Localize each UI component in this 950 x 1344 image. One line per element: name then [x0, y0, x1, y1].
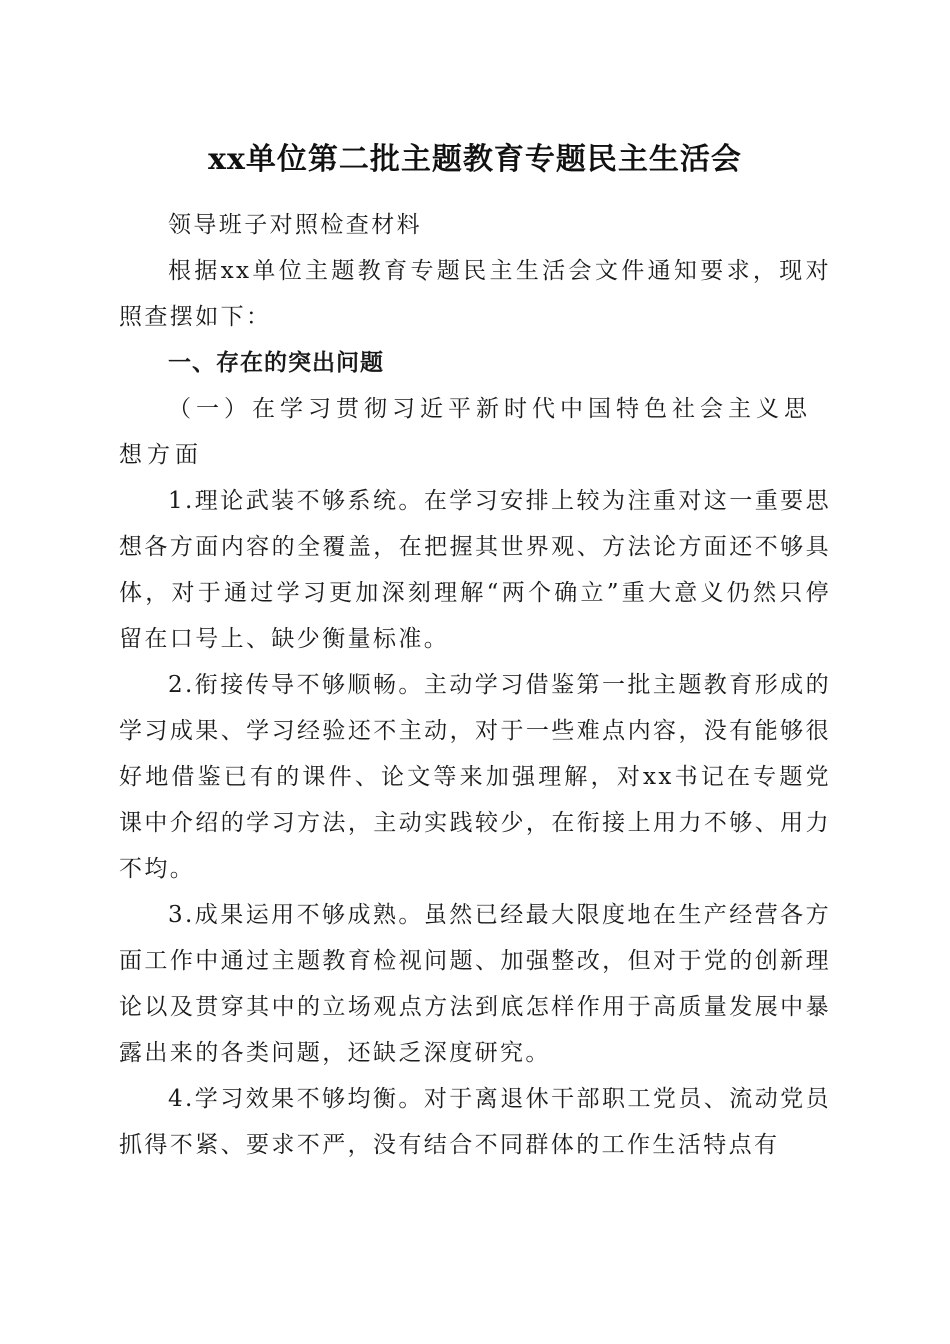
document-subtitle: 领导班子对照检查材料: [168, 212, 422, 238]
intro-paragraph: 根据xx单位主题教育专题民主生活会文件通知要求，现对照查摆如下：: [119, 258, 831, 330]
item-paragraph-3: 3.成果运用不够成熟。虽然已经最大限度地在生产经营各方面工作中通过主题教育检视问题、加强整改，但对于党的创新理论以及贯穿其中的立场观点方法到底怎样作用于高质量发展中暴露出来的各类问题，还缺乏深度研究。: [119, 902, 831, 1066]
document-title: xx单位第二批主题教育专题民主生活会: [208, 142, 742, 177]
item-paragraph-1: 1.理论武装不够系统。在学习安排上较为注重对这一重要思想各方面内容的全覆盖，在把握其世界观、方法论方面还不够具体，对于通过学习更加深刻理解“两个确立”重大意义仍然只停留在口号上、缺少衡量标准。: [119, 488, 831, 652]
subsection-heading: （一）在学习贯彻习近平新时代中国特色社会主义思想方面: [119, 396, 812, 468]
document-body: [119, 202, 831, 1168]
section-heading: 一、存在的突出问题: [168, 350, 384, 376]
item-paragraph-4: 4.学习效果不够均衡。对于离退休干部职工党员、流动党员抓得不紧、要求不严，没有结合不同群体的工作生活特点有: [119, 1086, 831, 1158]
item-paragraph-2: 2.衔接传导不够顺畅。主动学习借鉴第一批主题教育形成的学习成果、学习经验还不主动，对于一些难点内容，没有能够很好地借鉴已有的课件、论文等来加强理解，对xx书记在专题党课中介绍的学习方法，主动实践较少，在衔接上用力不够、用力不均。: [119, 672, 831, 882]
